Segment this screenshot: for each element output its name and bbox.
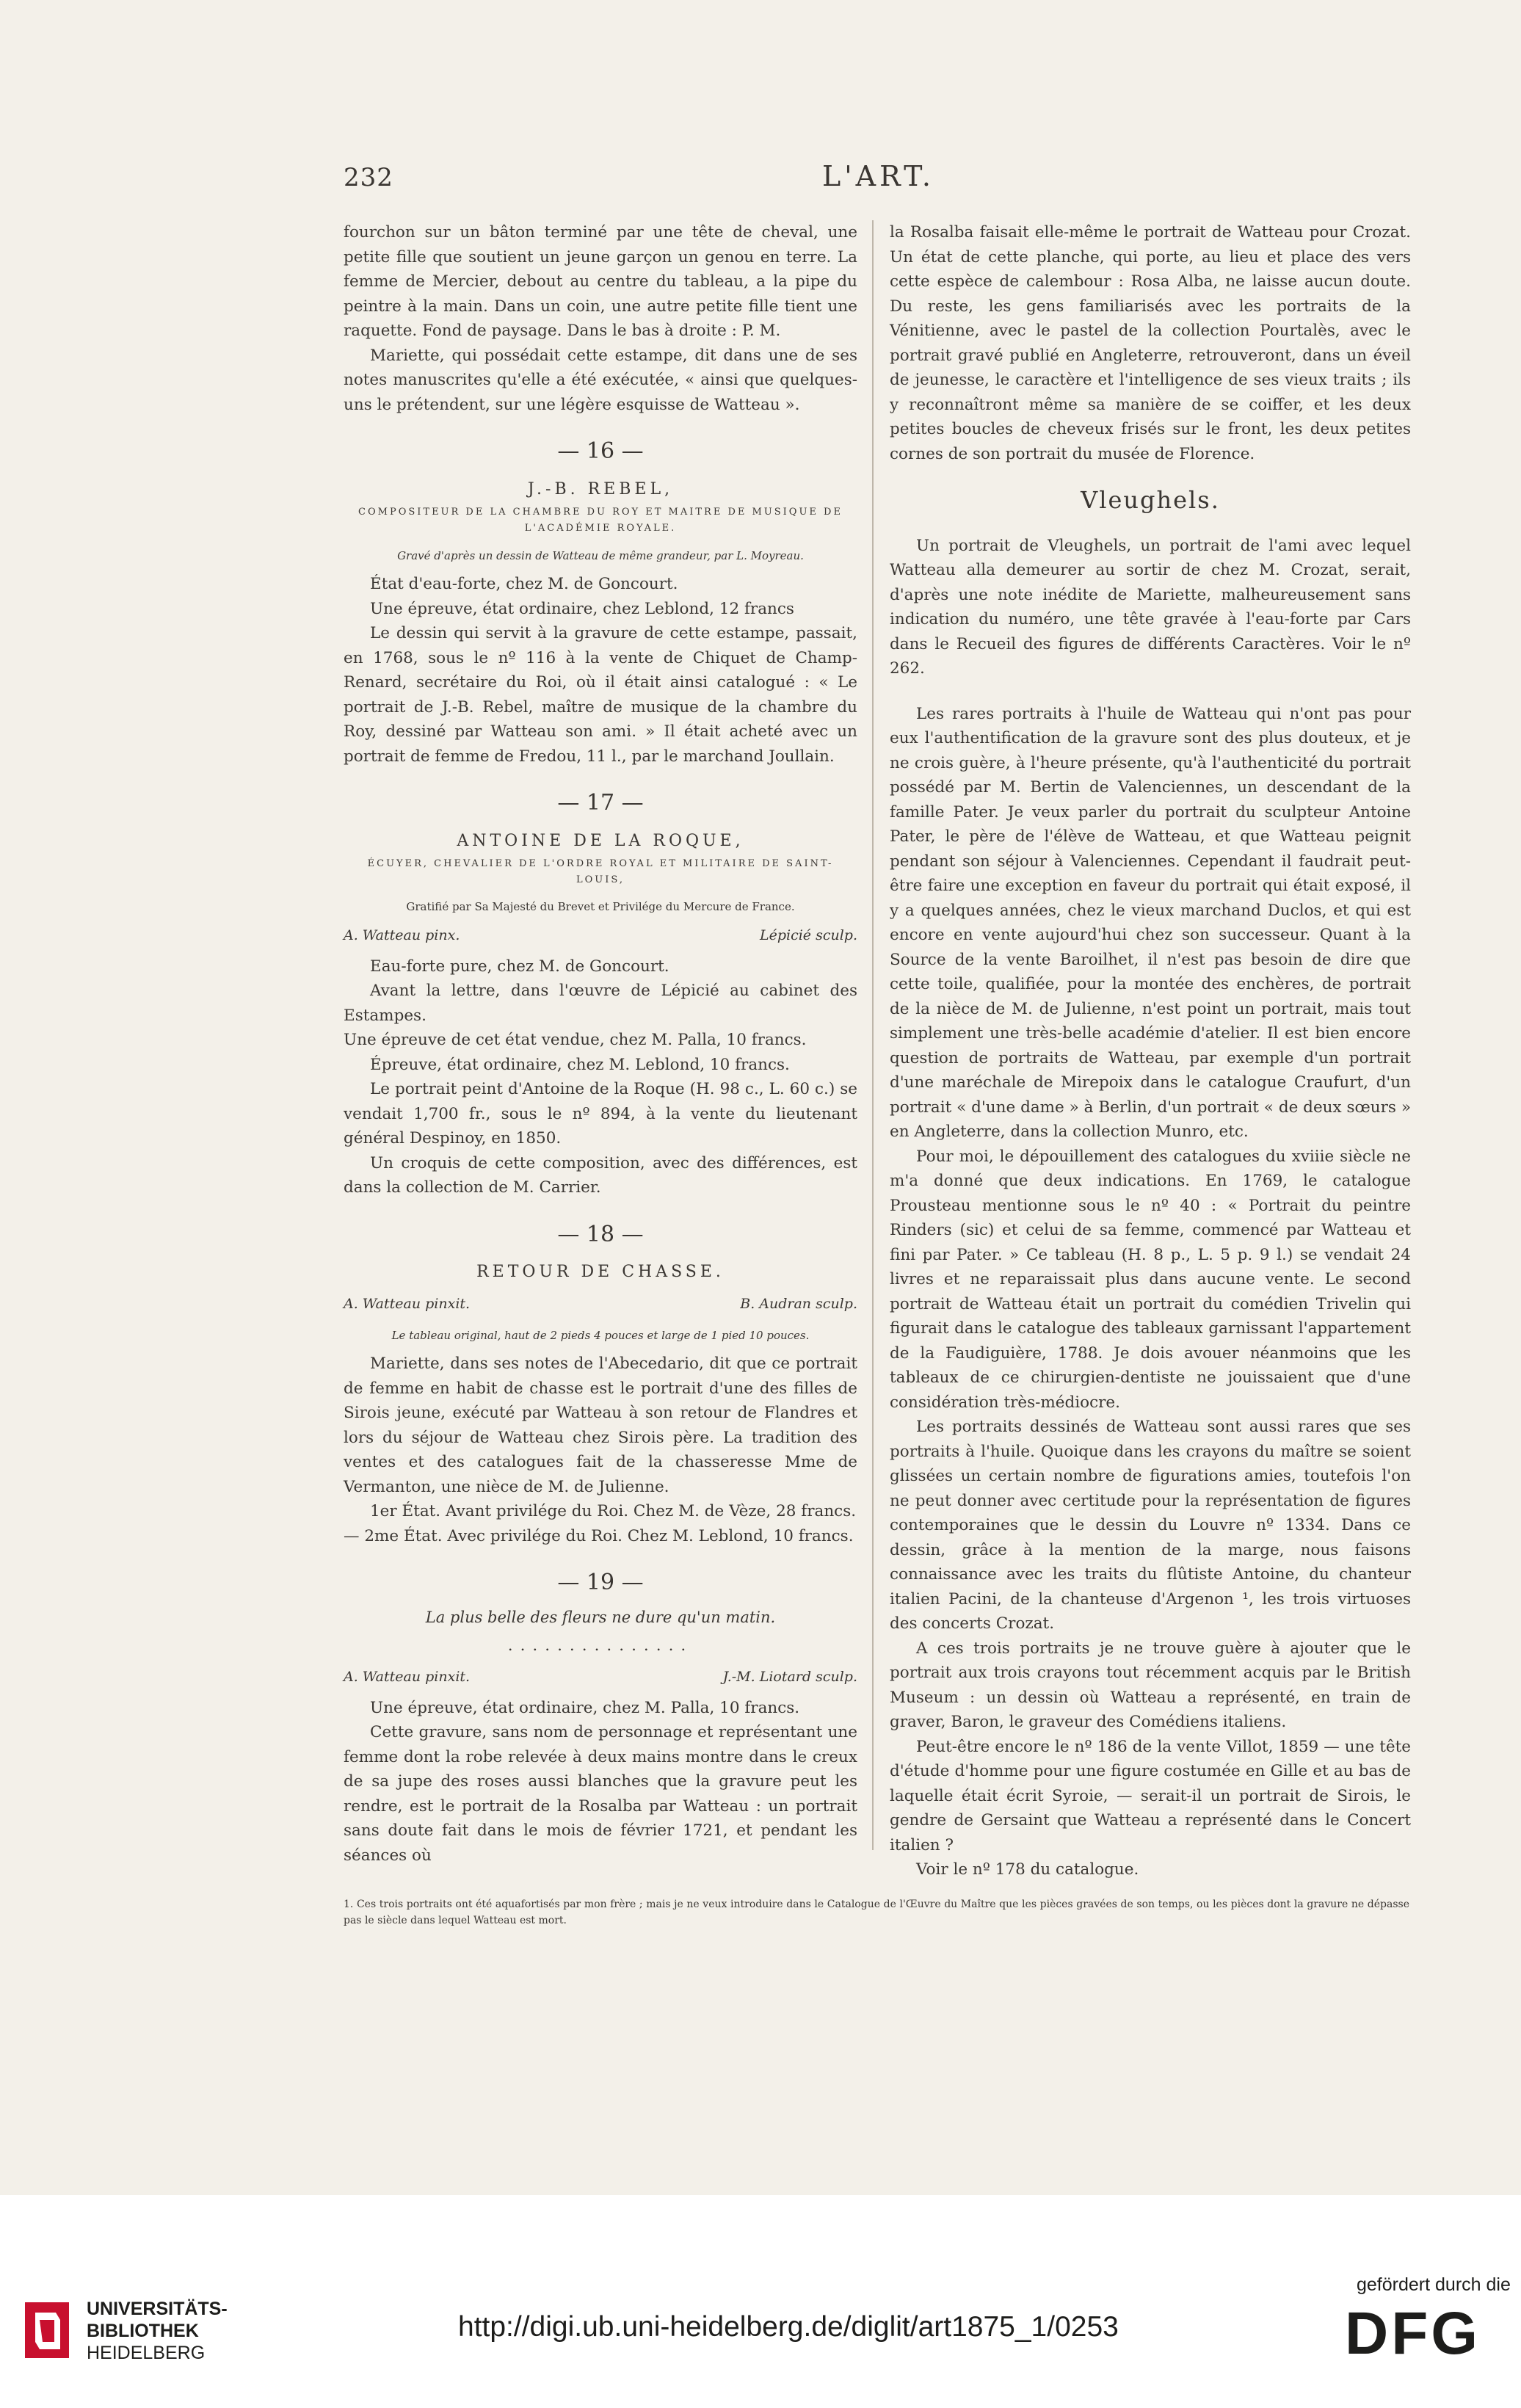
state-line: — 2me État. Avec privilége du Roi. Chez M. Leblond, 10 francs.: [344, 1526, 854, 1545]
paragraph: Un croquis de cette composition, avec des différences, est dans la collection de M. Carrier.: [344, 1153, 857, 1197]
entry-caption: Gravé d'après un dessin de Watteau de même grandeur, par L. Moyreau.: [397, 549, 804, 562]
entry-title: RETOUR DE CHASSE.: [476, 1263, 725, 1281]
state-line: Eau-forte pure, chez M. de Goncourt.: [370, 957, 669, 976]
paragraph: Un portrait de Vleughels, un portrait de l'ami avec lequel Watteau alla demeurer au sortir de chez M. Crozat, serait, d'après une note inédite de Mariette, malheureusement sans indication du numéro, une tête gravée à l'eau-forte par Cars dans le Recueil des figures de différents Caractères. Voir le nº 262.: [890, 536, 1411, 678]
paragraph: Mariette, dans ses notes de l'Abecedario, dit que ce portrait de femme en habit de chasse est le portrait d'une des filles de Sirois jeune, exécuté par Watteau à son retour de Flandres et lors du séjour de Watteau chez Sirois père. La tradition des ventes et des catalogues fait de la chasseresse Mme de Vermanton, une nièce de M. de Julienne.: [344, 1354, 857, 1496]
university-library-logo-icon: [22, 2298, 75, 2362]
permalink[interactable]: http://digi.ub.uni-heidelberg.de/diglit/art1875_1/0253: [458, 2311, 1119, 2343]
paragraph: Mariette, qui possédait cette estampe, dit dans une de ses notes manuscrites qu'elle a été exécutée, « ainsi que quelques-uns le prétendent, sur une légère esquisse de Watteau ».: [344, 346, 857, 414]
funding-label: gefördert durch die: [1357, 2274, 1511, 2295]
state-line: Une épreuve, état ordinaire, chez Leblond, 12 francs: [370, 599, 794, 618]
state-line: État d'eau-forte, chez M. de Goncourt.: [370, 575, 678, 593]
entry-caption: Le tableau original, haut de 2 pieds 4 pouces et large de 1 pied 10 pouces.: [391, 1329, 810, 1342]
paragraph: Les rares portraits à l'huile de Watteau qui n'ont pas pour eux l'authentification de la gravure sont des plus douteux, et je ne crois guère, à l'heure présente, qu'à l'authenticité du portrait possédé par M. Bertin de Valenciennes, un descendant de la famille Pater. Je veux parler du portrait du sculpteur Antoine Pater, le père de l'élève de Watteau, et que Watteau peignit pendant son séjour à Valenciennes. Cependant il faudrait peut-être faire une exception en faveur du portrait qui était exposé, il y a quelques années, chez le vieux marchand Duclos, et qui est encore en vente aujourd'hui chez son successeur. Quant à la Source de la vente Baroilhet, il n'est pas besoin de dire que cette toile, qualifiée, pour la montée des enchères, de portrait de la nièce de M. de Julienne, n'est point un portrait, mais tout simplement une très-belle académie d'atelier. Il est bien encore question de portraits de Watteau, par exemple d'un portrait d'une maréchale de Mirepoix dans le catalogue Craufurt, d'un portrait « d'une dame » à Berlin, d'un portrait « de deux sœurs » en Angleterre, dans la collection Munro, etc.: [890, 704, 1411, 1141]
paragraph: Pour moi, le dépouillement des catalogues du xviiie siècle ne m'a donné que deux indications. En 1769, le catalogue Prousteau mentionne sous le nº 40 : « Portrait du peintre Rinders (sic) et celui de sa femme, commencé par Watteau et fini par Pater. » Ce tableau (H. 8 p., L. 5 p. 9 l.) se vendait 24 livres et ne reparaissait plus dans aucune vente. Le second portrait de Watteau était un portrait du comédien Trivelin qui figurait dans le catalogue des tableaux garnissant l'appartement de la Faudiguière, 1788. Je dois avouer néanmoins que les tableaux de ce chirurgien-dentiste ne jouissaient que d'une considération très-médiocre.: [890, 1147, 1411, 1412]
entry-number: — 16 —: [557, 438, 644, 464]
entry-caption: Gratifié par Sa Majesté du Brevet et Privilége du Mercure de France.: [406, 900, 795, 913]
paragraph: Le dessin qui servit à la gravure de cette estampe, passait, en 1768, sous le nº 116 à la vente de Chiquet de Champ-Renard, secrétaire du Roi, où il était ainsi catalogué : « Le portrait de J.-B. Rebel, maître de musique de la chambre du Roy, dessiné par Watteau son ami. » Il était acheté avec un portrait de femme de Fredou, 11 l., par le marchand Joullain.: [344, 624, 857, 766]
right-column: [890, 220, 1411, 1882]
left-column: [344, 220, 857, 1868]
painter-credit: A. Watteau pinxit.: [344, 1295, 471, 1312]
engraver-credit: B. Audran sculp.: [740, 1295, 857, 1312]
entry-number: — 18 —: [557, 1221, 644, 1247]
engraver-credit: Lépicié sculp.: [759, 927, 857, 943]
signature-line: [344, 1665, 857, 1690]
column-divider: [872, 220, 874, 1850]
paragraph: fourchon sur un bâton terminé par une tête de cheval, une petite fille que soutient un jeune garçon un genou en terre. La femme de Mercier, debout au centre du tableau, a la pipe du peintre à la main. Dans un coin, une autre petite fille tient une raquette. Fond de paysage. Dans le bas à droite : P. M.: [344, 223, 857, 340]
dfg-logo: DFG: [1345, 2300, 1481, 2367]
signature-line: [344, 1292, 857, 1317]
running-header: L'ART.: [822, 160, 934, 192]
entry-number: — 17 —: [557, 790, 644, 816]
paragraph: Les portraits dessinés de Watteau sont aussi rares que ses portraits à l'huile. Quoique dans les crayons du maître se soient glissées un certain nombre de figurations amies, toutefois l'on ne peut donner avec certitude pour la représentation de figures contemporaines que le dessin du Louvre nº 1334. Dans ce dessin, grâce à la mention de la marge, nous faisons connaissance avec les traits du flûtiste Antoine, du chanteur italien Pacini, de la chanteuse d'Argenon ¹, les trois virtuoses des concerts Crozat.: [890, 1418, 1411, 1633]
entry-title: ANTOINE DE LA ROQUE,: [457, 831, 744, 850]
library-name-line: BIBLIOTHEK: [87, 2321, 199, 2341]
entry-subtitle: ÉCUYER, CHEVALIER DE L'ORDRE ROYAL ET MILITAIRE DE SAINT-LOUIS,: [367, 858, 834, 885]
dotted-line: ...............: [507, 1636, 694, 1655]
engraver-credit: J.-M. Liotard sculp.: [722, 1669, 857, 1685]
state-line: Une épreuve, état ordinaire, chez M. Palla, 10 francs.: [370, 1698, 800, 1717]
painter-credit: A. Watteau pinxit.: [344, 1669, 471, 1685]
signature-line: [344, 924, 857, 949]
paragraph: Le portrait peint d'Antoine de la Roque (H. 98 c., L. 60 c.) se vendait 1,700 fr., sous le nº 894, à la vente du lieutenant général Despinoy, en 1850.: [344, 1080, 857, 1147]
state-line: 1er État. Avant privilége du Roi. Chez M. de Vèze, 28 francs.: [370, 1502, 857, 1520]
paragraph: Peut-être encore le nº 186 de la vente Villot, 1859 — une tête d'étude d'homme pour une figure costumée en Gille et au bas de laquelle était écrit Syroie, — serait-il un portrait de Sirois, le gendre de Gersaint que Watteau a représenté dans le Concert italien ?: [890, 1737, 1411, 1854]
paragraph: la Rosalba faisait elle-même le portrait de Watteau pour Crozat. Un état de cette planche, qui porte, au lieu et place des vers cette espèce de calembour : Rosa Alba, ne laisse aucun doute. Du reste, les gens familiarisés avec les portraits de la Vénitienne, avec le pastel de la collection Pourtalès, avec le portrait gravé publié en Angleterre, retrouveront, dans un éveil de jeunesse, le caractère et l'intelligence de ses vieux traits ; ils y reconnaîtront même sa manière de se coiffer, et les deux petites boucles de cheveux frisés sur le front, les deux petites cornes de son portrait du musée de Florence.: [890, 223, 1411, 463]
entry-title: La plus belle des fleurs ne dure qu'un matin.: [425, 1608, 776, 1626]
entry-number: — 19 —: [557, 1570, 644, 1595]
section-title: Vleughels.: [1081, 486, 1220, 514]
library-name-line: HEIDELBERG: [87, 2343, 206, 2363]
state-line: Avant la lettre, dans l'œuvre de Lépicié au cabinet des Estampes.: [344, 982, 857, 1025]
paragraph: Voir le nº 178 du catalogue.: [916, 1860, 1139, 1879]
footnote: 1. Ces trois portraits ont été aquafortisés par mon frère ; mais je ne veux introduire dans le Catalogue de l'Œuvre du Maître que les pièces gravées de son temps, ou les pièces dont la gravure ne dépasse pas le siècle dans lequel Watteau est mort.: [344, 1899, 1409, 1926]
paragraph: A ces trois portraits je ne trouve guère à ajouter que le portrait aux trois crayons tout récemment acquis par le British Museum : un dessin où Watteau a représenté, en train de graver, Baron, le graveur des Comédiens italiens.: [890, 1639, 1411, 1731]
page-number: 232: [344, 163, 393, 192]
library-name-line: UNIVERSITÄTS-: [87, 2299, 228, 2319]
library-name: [87, 2298, 228, 2364]
state-line: Une épreuve de cet état vendue, chez M. Palla, 10 francs.: [344, 1031, 807, 1049]
painter-credit: A. Watteau pinx.: [344, 927, 460, 943]
entry-title: J.-B. REBEL,: [527, 479, 674, 498]
paragraph: Cette gravure, sans nom de personnage et représentant une femme dont la robe relevée à deux mains montre dans le creux de sa jupe des roses aussi blanches que la gravure peut les rendre, est le portrait de la Rosalba par Watteau : un portrait sans doute fait dans le mois de février 1721, et pendant les séances où: [344, 1723, 857, 1865]
state-line: Épreuve, état ordinaire, chez M. Leblond, 10 francs.: [370, 1055, 790, 1074]
entry-subtitle: COMPOSITEUR DE LA CHAMBRE DU ROY ET MAITRE DE MUSIQUE DE L'ACADÉMIE ROYALE.: [358, 507, 843, 534]
digitization-footer: [0, 2195, 1521, 2408]
